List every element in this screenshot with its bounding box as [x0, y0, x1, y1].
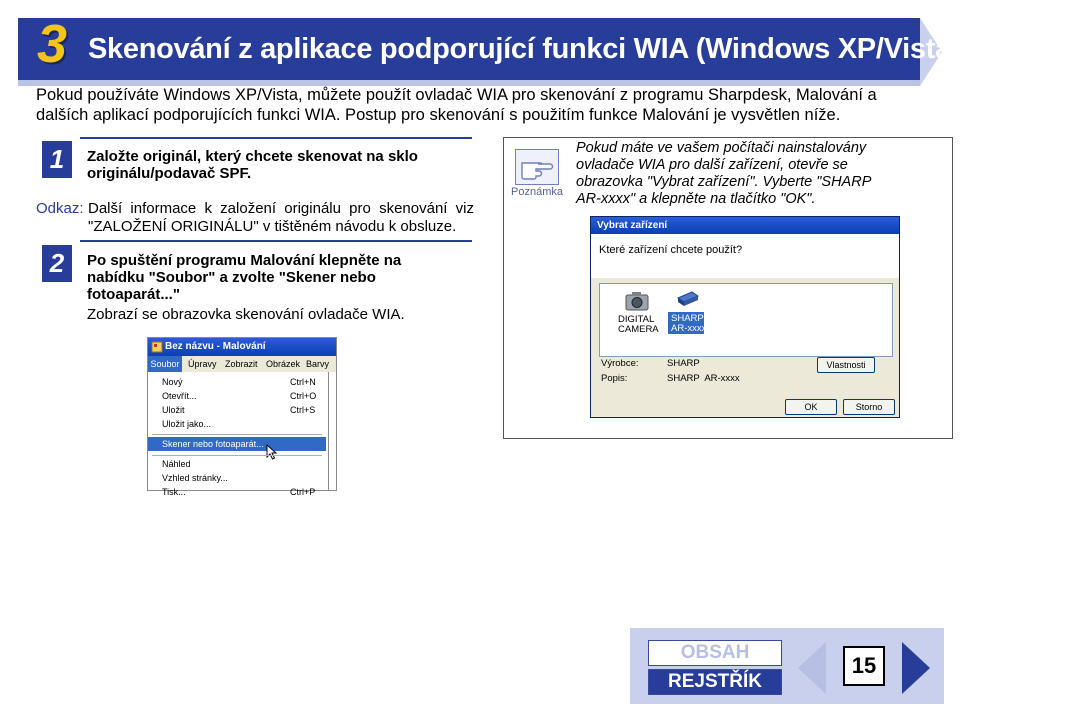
pointing-hand-icon — [516, 150, 558, 184]
intro-paragraph: Pokud používáte Windows XP/Vista, můžete použít ovladač WIA pro skenování z programu Sharpdesk, Malování a dalších aplikací podporujících funkci WIA. Postup pro skenování s použitím funkce Malování je vysvětlen níže. — [36, 86, 877, 124]
reference-label: Odkaz: — [36, 200, 84, 217]
dialog-header-area — [591, 234, 899, 278]
page-title: Skenování z aplikace podporující funkci WIA (Windows XP/Vista) (část 1) — [88, 33, 1067, 65]
maker-label: Výrobce: — [601, 358, 639, 369]
paint-titlebar — [148, 338, 336, 356]
step-1-rule — [80, 137, 472, 139]
description-label: Popis: — [601, 373, 628, 384]
select-device-dialog — [590, 216, 900, 418]
device-item-camera[interactable] — [612, 290, 662, 340]
paint-title: Bez názvu - Malování — [165, 341, 266, 352]
note-text: Pokud máte ve vašem počítači nainstalovány ovladače WIA pro další zařízení, otevře se obrazovka "Vybrat zařízení". Vyberte "SHARP AR-xxxx" a klepněte na tlačítko "OK". — [576, 140, 871, 207]
maker-value: SHARP — [667, 358, 700, 369]
index-button[interactable]: REJSTŘÍK — [648, 669, 782, 695]
scanner-icon — [676, 290, 700, 310]
description-value: SHARP AR-xxxx — [667, 373, 740, 384]
menu-barvy[interactable]: Barvy — [306, 359, 330, 369]
menu-item-page-setup[interactable]: Vzhled stránky... — [162, 473, 228, 483]
chapter-number: 3 — [36, 14, 68, 74]
device-sharp-label-2: AR-xxxx — [671, 323, 707, 334]
menu-item-save-as[interactable]: Uložit jako... — [162, 419, 212, 429]
step-1-badge: 1 — [42, 141, 72, 178]
step-2-badge: 2 — [42, 245, 72, 282]
menu-item-preview[interactable]: Náhled — [162, 459, 191, 469]
menu-item-new[interactable]: Nový Ctrl+N — [162, 377, 316, 387]
menu-item-save[interactable]: Uložit Ctrl+S — [162, 405, 316, 415]
reference-text: Další informace k založení originálu pro skenování viz "ZALOŽENÍ ORIGINÁLU" v tištěném návodu k obsluze. — [88, 200, 474, 235]
ok-button[interactable]: OK — [785, 399, 837, 415]
menu-obrazek[interactable]: Obrázek — [266, 359, 301, 369]
paint-menubar — [148, 356, 336, 372]
step-2-rule — [80, 240, 472, 242]
dialog-title: Vybrat zařízení — [597, 220, 668, 231]
step-1-text: Založte originál, který chcete skenovat na sklo originálu/podavač SPF. — [87, 148, 418, 182]
page-number: 15 — [843, 646, 885, 686]
contents-button[interactable]: OBSAH — [648, 640, 782, 666]
device-camera-label-2: CAMERA — [618, 324, 659, 335]
properties-button[interactable]: Vlastnosti — [817, 357, 875, 373]
menu-item-open[interactable]: Otevřít... Ctrl+O — [162, 391, 317, 401]
step-2-subtext: Zobrazí se obrazovka skenování ovladače WIA. — [87, 306, 405, 323]
menu-upravy[interactable]: Úpravy — [188, 359, 217, 369]
menu-item-print[interactable]: Tisk... Ctrl+P — [162, 487, 316, 497]
menu-soubor[interactable]: Soubor — [148, 356, 182, 372]
dialog-titlebar — [591, 217, 899, 234]
menu-item-scanner-camera[interactable]: Skener nebo fotoaparát... — [148, 437, 326, 451]
previous-page-arrow-icon[interactable] — [796, 640, 828, 696]
note-label: Poznámka — [511, 186, 563, 198]
device-camera-label-1: DIGITAL — [618, 314, 655, 325]
device-list[interactable] — [599, 283, 893, 357]
menu-separator — [152, 455, 322, 456]
device-item-sharp-scanner[interactable] — [668, 290, 708, 340]
step-2-text: Po spuštění programu Malování klepněte na nabídku "Soubor" a zvolte "Skener nebo fotoaparát..." — [87, 252, 402, 303]
paint-file-menu-screenshot — [147, 337, 337, 497]
dialog-question: Které zařízení chcete použít? — [599, 244, 743, 256]
next-page-arrow-icon[interactable] — [900, 640, 932, 696]
cancel-button[interactable]: Storno — [843, 399, 895, 415]
file-menu-dropdown — [148, 372, 329, 497]
menu-separator — [152, 434, 322, 435]
paint-app-icon — [152, 342, 162, 352]
camera-icon — [624, 290, 650, 312]
menu-zobrazit[interactable]: Zobrazit — [225, 359, 258, 369]
note-icon-frame — [515, 149, 559, 185]
device-sharp-label-1: SHARP — [671, 313, 704, 324]
